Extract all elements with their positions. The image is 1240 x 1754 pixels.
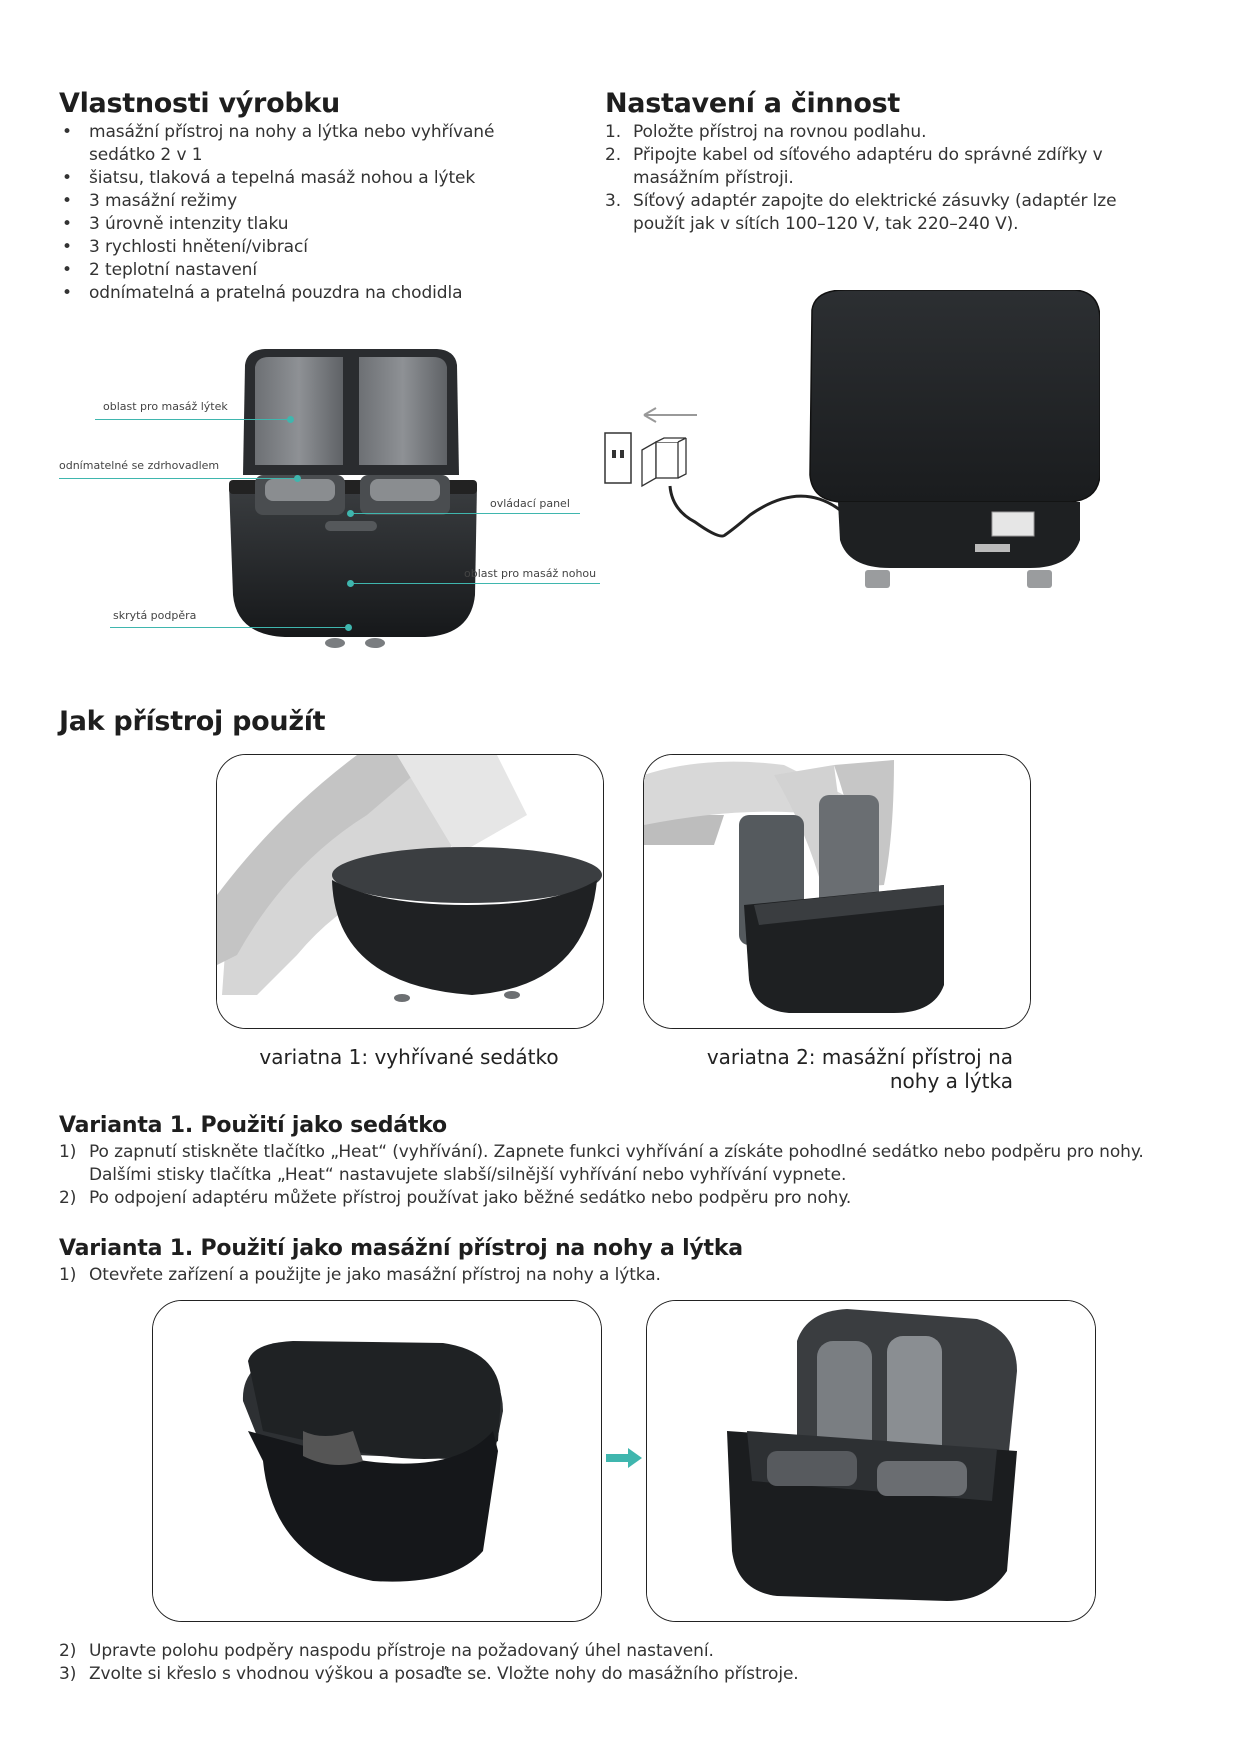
step-number: 2) bbox=[59, 1641, 77, 1661]
variant2-list-continued bbox=[59, 1640, 1189, 1686]
feature-item: • masážní přístroj na nohy a lýtka nebo vyhřívané sedátko 2 v 1 bbox=[59, 121, 539, 167]
step-number: 1) bbox=[59, 1265, 77, 1285]
setup-list bbox=[605, 121, 1170, 236]
caption-variant-2 bbox=[643, 1045, 1043, 1093]
product-open-illustration bbox=[225, 345, 485, 650]
feature-item: • 3 masážní režimy bbox=[59, 190, 539, 213]
seat-usage-illustration bbox=[217, 755, 603, 1028]
feature-item: • 3 rychlosti hnětení/vibrací bbox=[59, 236, 539, 259]
usage-heading: Jak přístroj použít bbox=[59, 706, 326, 737]
usage-photo-seat bbox=[216, 754, 604, 1029]
callout-dot-stand bbox=[345, 624, 352, 631]
feature-item: • odnímatelná a pratelná pouzdra na chodidla bbox=[59, 282, 539, 305]
step-text: Položte přístroj na rovnou podlahu. bbox=[633, 122, 927, 142]
step-number: 3) bbox=[59, 1664, 77, 1684]
label-removable: odnímatelné se zdrhovadlem bbox=[59, 459, 220, 472]
step-number: 2) bbox=[59, 1188, 77, 1208]
step-number: 3. bbox=[605, 191, 622, 211]
callout-line-calf bbox=[95, 419, 292, 420]
caption-variant-2-line2: nohy a lýtka bbox=[889, 1069, 1013, 1093]
closed-device-illustration bbox=[153, 1301, 601, 1621]
variant1-list bbox=[59, 1141, 1189, 1210]
setup-step bbox=[605, 190, 1170, 236]
callout-line-removable bbox=[59, 478, 299, 479]
feature-item: • 2 teplotní nastavení bbox=[59, 259, 539, 282]
feature-item: • 3 úrovně intenzity tlaku bbox=[59, 213, 539, 236]
caption-variant-1: variatna 1: vyhřívané sedátko bbox=[259, 1045, 559, 1069]
callout-line-stand bbox=[110, 627, 350, 628]
variant1-step bbox=[59, 1187, 1189, 1210]
variant2-list bbox=[59, 1264, 1189, 1287]
variant1-step bbox=[59, 1141, 1189, 1187]
variant2-step bbox=[59, 1640, 1189, 1663]
step-number: 2. bbox=[605, 145, 622, 165]
callout-line-foot bbox=[350, 583, 600, 584]
step-text: Po odpojení adaptéru můžete přístroj používat jako běžné sedátko nebo podpěru pro nohy. bbox=[89, 1188, 852, 1208]
massager-usage-illustration bbox=[644, 755, 1030, 1028]
product-closed-with-adapter-illustration bbox=[600, 290, 1100, 630]
step-text: Upravte polohu podpěry naspodu přístroje na požadovaný úhel nastavení. bbox=[89, 1641, 714, 1661]
step-number: 1) bbox=[59, 1142, 77, 1162]
caption-variant-2-line1: variatna 2: masážní přístroj na bbox=[706, 1045, 1013, 1069]
step-text: Otevřete zařízení a použijte je jako masážní přístroj na nohy a lýtka. bbox=[89, 1265, 661, 1285]
setup-step bbox=[605, 144, 1170, 190]
arrow-right-icon bbox=[606, 1448, 642, 1468]
variant2-step bbox=[59, 1264, 1189, 1287]
variant1-heading: Varianta 1. Použití jako sedátko bbox=[59, 1113, 447, 1138]
step-text: Zvolte si křeslo s vhodnou výškou a posaďte se. Vložte nohy do masážního přístroje. bbox=[89, 1664, 799, 1684]
feature-item: • šiatsu, tlaková a tepelná masáž nohou a lýtek bbox=[59, 167, 539, 190]
variant2-step bbox=[59, 1663, 1189, 1686]
step-text: Po zapnutí stiskněte tlačítko „Heat“ (vyhřívání). Zapnete funkci vyhřívání a získáte pohodlné sedátko nebo podpěru pro nohy. Dalšími stisky tlačítka „Heat“ nastavujete slabší/silnější vyhřívání nebo vyhřívání vypnete. bbox=[89, 1142, 1144, 1185]
step-number: 1. bbox=[605, 122, 622, 142]
features-heading: Vlastnosti výrobku bbox=[59, 88, 340, 119]
device-open-photo bbox=[646, 1300, 1096, 1622]
label-hidden-stand: skrytá podpěra bbox=[113, 609, 197, 622]
callout-dot-removable bbox=[294, 475, 301, 482]
step-text: Připojte kabel od síťového adaptéru do správné zdířky v masážním přístroji. bbox=[633, 145, 1103, 188]
open-device-illustration bbox=[647, 1301, 1095, 1621]
setup-step bbox=[605, 121, 1170, 144]
label-calf-area: oblast pro masáž lýtek bbox=[103, 400, 228, 413]
callout-dot-calf bbox=[287, 416, 294, 423]
usage-photo-massager bbox=[643, 754, 1031, 1029]
callout-dot-control bbox=[347, 510, 354, 517]
setup-heading: Nastavení a činnost bbox=[605, 88, 900, 119]
device-closed-photo bbox=[152, 1300, 602, 1622]
label-foot-area: oblast pro masáž nohou bbox=[464, 567, 597, 580]
label-control-panel: ovládací panel bbox=[490, 497, 570, 510]
callout-line-control bbox=[350, 513, 580, 514]
step-text: Síťový adaptér zapojte do elektrické zásuvky (adaptér lze použít jak v sítích 100–120 V, tak 220–240 V). bbox=[633, 191, 1117, 234]
features-list bbox=[59, 121, 539, 305]
variant2-heading: Varianta 1. Použití jako masážní přístroj na nohy a lýtka bbox=[59, 1236, 743, 1261]
callout-dot-foot bbox=[347, 580, 354, 587]
